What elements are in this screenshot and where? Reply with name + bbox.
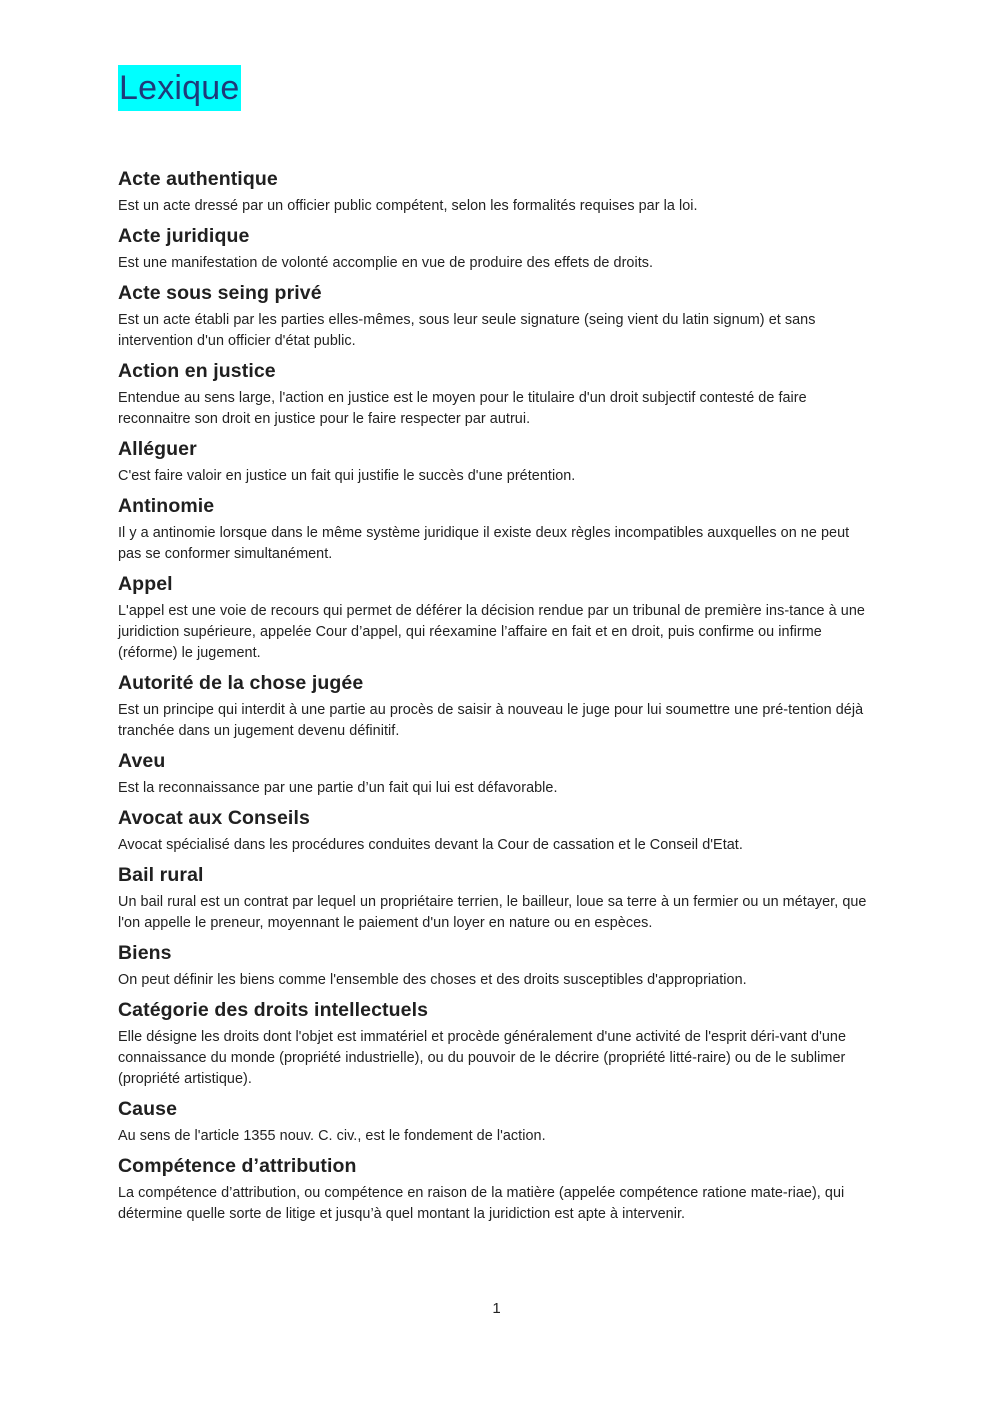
glossary-entry [118,670,870,742]
glossary-definition: On peut définir les biens comme l'ensemble des choses et des droits susceptibles d'appropriation. [118,972,747,988]
glossary-entry [118,1153,870,1225]
glossary-term: Acte authentique [118,168,278,190]
glossary-definition: Entendue au sens large, l'action en justice est le moyen pour le titulaire d'un droit subjectif contesté de faire reconnaitre son droit en justice pour le faire respecter par autrui. [118,390,807,427]
glossary-definition: Est un principe qui interdit à une partie au procès de saisir à nouveau le juge pour lui soumettre une pré-tention déjà tranchée dans un jugement devenu définitif. [118,702,864,739]
page-number: 1 [492,1300,501,1317]
glossary-entry [118,940,870,991]
glossary-definition: Il y a antinomie lorsque dans le même système juridique il existe deux règles incompatibles auxquelles on ne peut pas se conformer simultanément. [118,525,850,562]
glossary-definition: L'appel est une voie de recours qui permet de déférer la décision rendue par un tribunal de première ins-tance à une juridiction supérieure, appelée Cour d’appel, qui réexamine l’affaire en fait et en droit, puis confirme ou infirme (réforme) le jugement. [118,603,865,661]
glossary-definition: Est la reconnaissance par une partie d’un fait qui lui est défavorable. [118,780,558,796]
glossary-term: Catégorie des droits intellectuels [118,999,429,1021]
glossary-term: Avocat aux Conseils [118,807,310,829]
title-wrap [118,65,241,111]
glossary-definition: Un bail rural est un contrat par lequel un propriétaire terrien, le bailleur, loue sa terre à un fermier ou un métayer, que l'on appelle le preneur, moyennant le paiement d'un loyer en nature ou en espèces. [118,894,867,931]
glossary-term: Antinomie [118,495,215,517]
glossary-definition: Elle désigne les droits dont l'objet est immatériel et procède généralement d'une activité de l'esprit déri-vant d'une connaissance du monde (propriété industrielle), ou du pouvoir de le décrire (propriété litté-raire) ou de le sublimer (propriété artistique). [118,1029,847,1087]
glossary-entry [118,436,870,487]
glossary-entry [118,997,870,1090]
glossary-list [118,166,870,1231]
glossary-entry [118,358,870,430]
glossary-definition: Avocat spécialisé dans les procédures conduites devant la Cour de cassation et le Conseil d'Etat. [118,837,743,853]
glossary-term: Autorité de la chose jugée [118,672,364,694]
glossary-definition: Est un acte dressé par un officier public compétent, selon les formalités requises par la loi. [118,198,698,214]
glossary-entry [118,1096,870,1147]
glossary-entry [118,223,870,274]
glossary-definition: C'est faire valoir en justice un fait qui justifie le succès d'une prétention. [118,468,576,484]
glossary-definition: Au sens de l'article 1355 nouv. C. civ., est le fondement de l'action. [118,1128,546,1144]
glossary-entry [118,280,870,352]
glossary-entry [118,862,870,934]
glossary-definition: La compétence d’attribution, ou compétence en raison de la matière (appelée compétence ratione mate-riae), qui détermine quelle sorte de litige et jusqu’à quel montant la juridiction est apte à intervenir. [118,1185,845,1222]
glossary-term: Aveu [118,750,166,772]
glossary-term: Acte juridique [118,225,250,247]
glossary-definition: Est une manifestation de volonté accomplie en vue de produire des effets de droits. [118,255,654,271]
page-title: Lexique [118,65,241,111]
glossary-term: Compétence d’attribution [118,1155,357,1177]
glossary-entry [118,748,870,799]
glossary-term: Cause [118,1098,178,1120]
glossary-term: Acte sous seing privé [118,282,322,304]
glossary-entry [118,571,870,664]
glossary-term: Action en justice [118,360,276,382]
glossary-entry [118,805,870,856]
glossary-term: Biens [118,942,172,964]
glossary-definition: Est un acte établi par les parties elles-mêmes, sous leur seule signature (seing vient du latin signum) et sans intervention d'un officier d'état public. [118,312,816,349]
glossary-entry [118,493,870,565]
glossary-term: Bail rural [118,864,204,886]
glossary-entry [118,166,870,217]
glossary-term: Appel [118,573,173,595]
glossary-term: Alléguer [118,438,197,460]
